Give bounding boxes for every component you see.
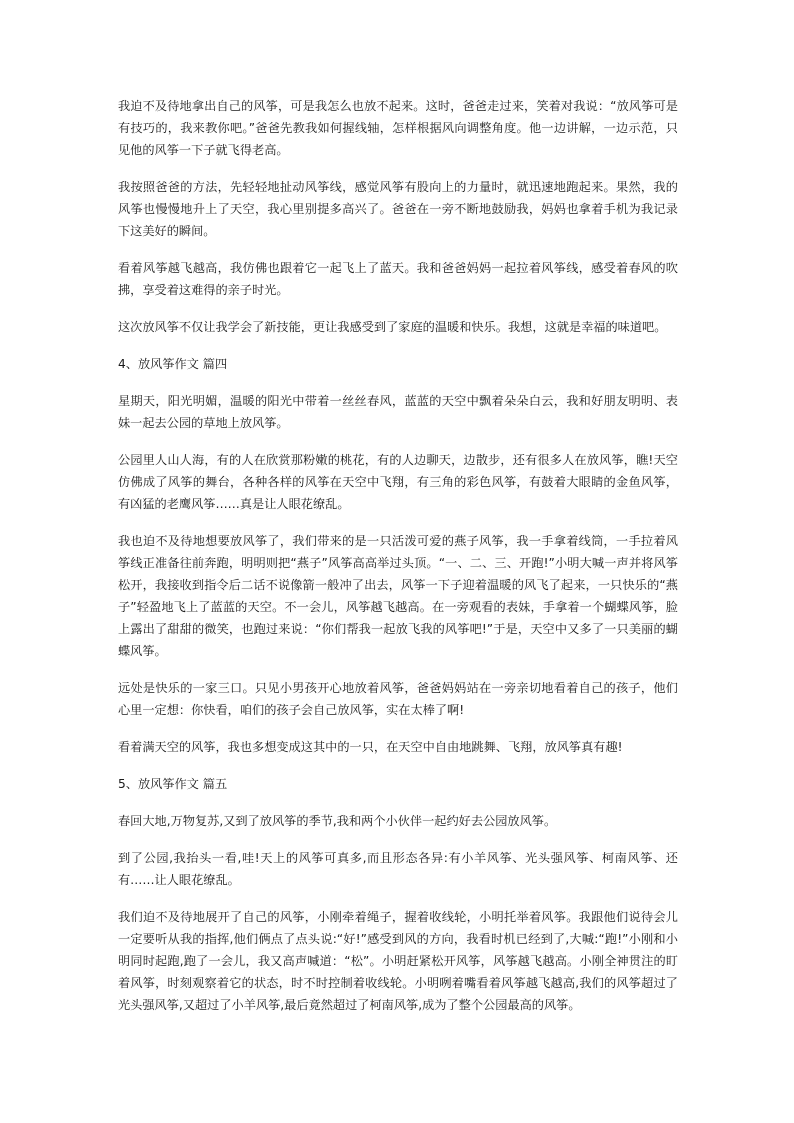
paragraph: 远处是快乐的一家三口。只见小男孩开心地放着风筝，爸爸妈妈站在一旁亲切地看着自己的孩子，他们心里一定想：你快看，咱们的孩子会自己放风筝，实在太棒了啊! (118, 681, 678, 717)
paragraph: 看着风筝越飞越高，我仿佛也跟着它一起飞上了蓝天。我和爸爸妈妈一起拉着风筝线，感受着春风的吹拂，享受着这难得的亲子时光。 (118, 261, 678, 297)
document-page (118, 95, 678, 1031)
section-heading: 5、放风筝作文 篇五 (118, 777, 228, 791)
paragraph: 我们迫不及待地展开了自己的风筝，小刚牵着绳子，握着收线轮，小明托举着风筝。我跟他们说待会儿一定要听从我的指挥,他们俩点了点头说:“好!”感受到风的方向，我看时机已经到了,大喊:“跑!”小刚和小明同时起跑,跑了一会儿，我又高声喊道：“松”。小明赶紧松开风筝，风筝越飞越高。小刚全神贯注的盯着风筝，时刻观察着它的状态，时不时控制着收线轮。小明咧着嘴看着风筝越飞越高,我们的风筝超过了光头强风筝,又超过了小羊风筝,最后竟然超过了柯南风筝,成为了整个公园最高的风筝。 (118, 910, 678, 1012)
paragraph: 春回大地,万物复苏,又到了放风筝的季节,我和两个小伙伴一起约好去公园放风筝。 (118, 814, 557, 828)
paragraph: 我迫不及待地拿出自己的风筝，可是我怎么也放不起来。这时，爸爸走过来，笑着对我说：“放风筝可是有技巧的，我来教你吧。”爸爸先教我如何握线轴，怎样根据风向调整角度。他一边讲解，一边示范，只见他的风筝一下子就飞得老高。 (118, 99, 678, 157)
paragraph: 我也迫不及待地想要放风筝了，我们带来的是一只活泼可爱的燕子风筝，我一手拿着线筒，一手拉着风筝线正准备往前奔跑，明明则把“燕子”风筝高高举过头顶。“一、二、三、开跑!”小明大喊一声并将风筝松开，我接收到指令后二话不说像箭一般冲了出去，风筝一下子迎着温暖的风飞了起来，一只快乐的“燕子”轻盈地飞上了蓝蓝的天空。不一会儿，风筝越飞越高。在一旁观看的表妹，手拿着一个蝴蝶风筝，脸上露出了甜甜的微笑，也跑过来说：“你们帮我一起放飞我的风筝吧!”于是，天空中又多了一只美丽的蝴蝶风筝。 (118, 534, 678, 658)
paragraph: 公园里人山人海，有的人在欣赏那粉嫩的桃花，有的人边聊天，边散步，还有很多人在放风筝，瞧!天空仿佛成了风筝的舞台，各种各样的风筝在天空中飞翔，有三角的彩色风筝，有鼓着大眼睛的金鱼风筝，有凶猛的老鹰风筝……真是让人眼花缭乱。 (118, 453, 678, 511)
paragraph: 我按照爸爸的方法，先轻轻地扯动风筝线，感觉风筝有股向上的力量时，就迅速地跑起来。果然，我的风筝也慢慢地升上了天空，我心里别提多高兴了。爸爸在一旁不断地鼓励我，妈妈也拿着手机为我记录下这美好的瞬间。 (118, 180, 678, 238)
paragraph: 看着满天空的风筝，我也多想变成这其中的一只，在天空中自由地跳舞、飞翔，放风筝真有趣! (118, 740, 623, 754)
section-heading: 4、放风筝作文 篇四 (118, 357, 228, 371)
paragraph: 到了公园,我抬头一看,哇!天上的风筝可真多,而且形态各异:有小羊风筝、光头强风筝、柯南风筝、还有……让人眼花缭乱。 (118, 851, 678, 887)
paragraph: 星期天，阳光明媚，温暖的阳光中带着一丝丝春风，蓝蓝的天空中飘着朵朵白云，我和好朋友明明、表妹一起去公园的草地上放风筝。 (118, 394, 678, 430)
paragraph: 这次放风筝不仅让我学会了新技能，更让我感受到了家庭的温暖和快乐。我想，这就是幸福的味道吧。 (118, 320, 667, 334)
